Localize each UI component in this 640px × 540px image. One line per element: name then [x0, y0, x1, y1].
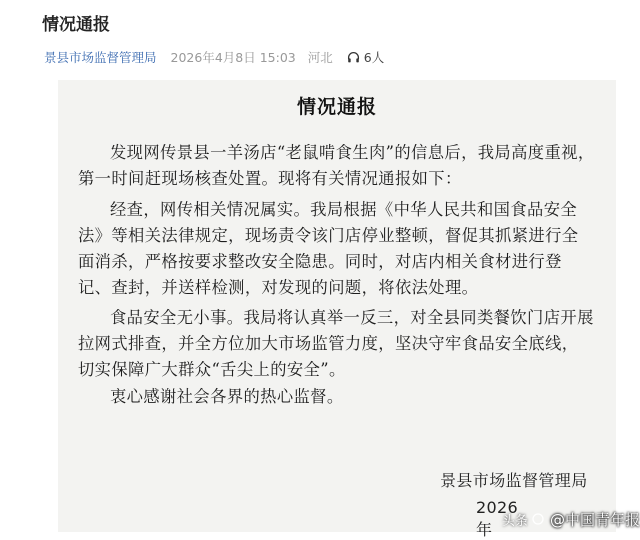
article-title: 情况通报 — [42, 15, 110, 35]
toutiao-icon — [532, 513, 544, 525]
notice-line: 记、查封，并送样检测，对发现的问题，将依法处理。 — [78, 278, 479, 297]
signature-date: 2026年 — [476, 498, 518, 539]
notice-image — [58, 80, 640, 539]
region-label: 河北 — [307, 50, 333, 65]
notice-paragraph — [78, 384, 598, 410]
notice-line: 衷心感谢社会各界的热心监督。 — [110, 387, 344, 406]
notice-line: 第一时间赶现场核查处置。现将有关情况通报如下： — [78, 169, 462, 188]
notice-paragraph — [78, 140, 598, 192]
listen-button[interactable] — [347, 48, 384, 66]
notice-line: 切实保障广大群众“舌尖上的安全”。 — [78, 360, 346, 379]
notice-line: 面消杀，严格按要求整改安全隐患。同时，对店内相关食材进行登 — [78, 252, 562, 271]
publish-date: 2026年4月8日 15:03 — [170, 50, 296, 65]
notice-paragraph — [78, 197, 598, 301]
notice-paragraph — [78, 305, 598, 383]
watermark-logo — [502, 510, 546, 529]
notice-line: 经查，网传相关情况属实。我局根据《中华人民共和国食品安全 — [110, 200, 578, 219]
headphones-icon — [347, 51, 360, 64]
notice-line: 食品安全无小事。我局将认真举一反三，对全县同类餐饮门店开展 — [110, 308, 594, 327]
article-header — [0, 0, 640, 80]
notice-line: 拉网式排查，并全方位加大市场监管力度，坚决守牢食品安全底线， — [78, 334, 579, 353]
watermark — [476, 498, 640, 540]
notice-title: 情况通报 — [296, 96, 377, 118]
notice-line: 法》等相关法律规定，现场责令该门店停业整顿，督促其抓紧进行全 — [78, 226, 579, 245]
watermark-source: @中国青年报 — [549, 510, 640, 529]
watermark-platform: 头条 — [501, 513, 528, 529]
article-meta — [44, 48, 384, 66]
notice-line: 发现网传景县一羊汤店“老鼠啃食生肉”的信息后，我局高度重视， — [110, 143, 595, 162]
listen-count: 6人 — [363, 50, 385, 65]
author-link[interactable]: 景县市场监督管理局 — [44, 50, 157, 65]
notice-signature: 景县市场监督管理局 — [440, 471, 588, 490]
